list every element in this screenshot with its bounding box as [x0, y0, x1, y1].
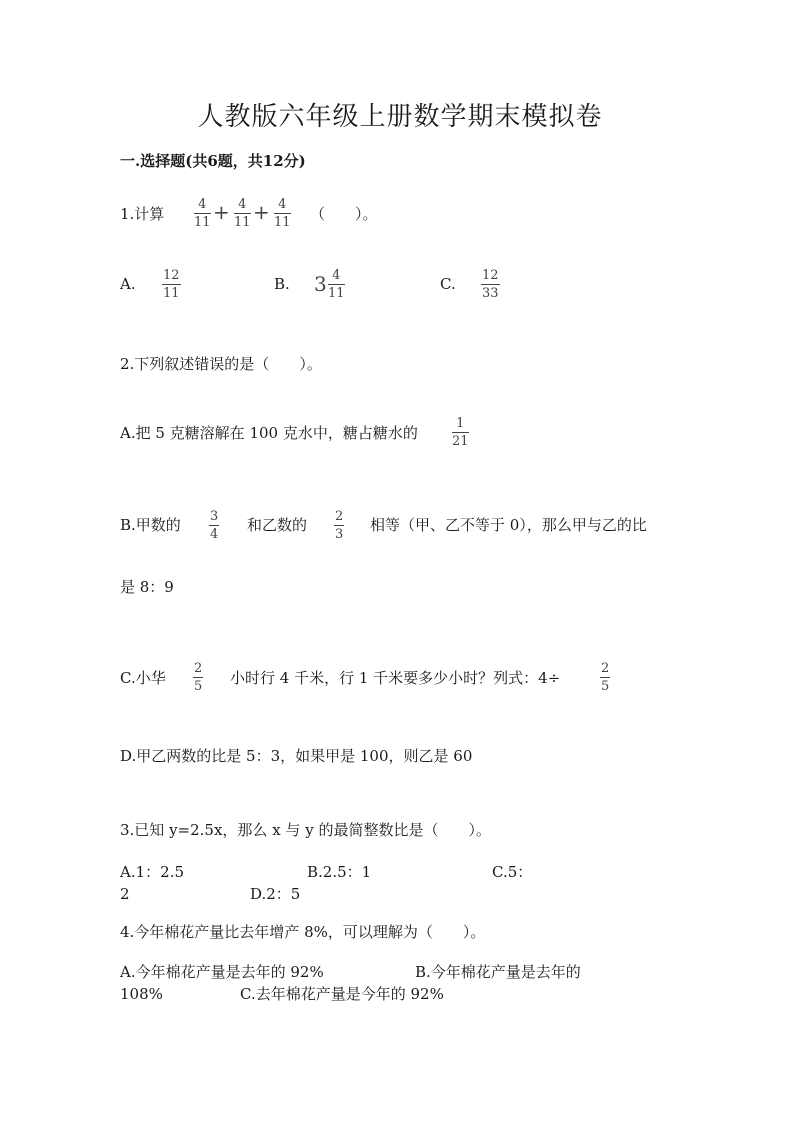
q2-option-b-fraction-1-numerator: 3: [210, 509, 219, 524]
q1-fraction-2: [234, 197, 251, 230]
q2-option-a-denominator: 21: [452, 434, 469, 449]
q1-option-c-denominator: 33: [482, 286, 499, 301]
plus-sign: +: [253, 200, 270, 224]
q2-option-b-fraction-1: [209, 509, 219, 542]
q2-option-d-text: D.甲乙两数的比是 5：3，如果甲是 100，则乙是 60: [120, 747, 473, 765]
q1-option-c-fraction: [481, 268, 500, 301]
q1-prefix: 1.计算: [120, 205, 165, 223]
q1-option-b-fraction: [328, 268, 345, 301]
q1-option-a-fraction: [162, 268, 181, 301]
q2-option-b-fraction-2-numerator: 2: [335, 509, 344, 524]
q2-option-c-text-2: 小时行 4 千米，行 1 千米要多少小时？列式：4÷: [230, 669, 561, 687]
q2-option-c-fraction-1-denominator: 5: [194, 679, 203, 694]
q4-option-a: A.今年棉花产量是去年的 92%: [120, 963, 324, 981]
section-heading: 一.选择题(共6题，共12分): [120, 152, 306, 170]
q2-option-c-fraction-2-numerator: 2: [601, 661, 610, 676]
q2-option-b-text-1: B.甲数的: [120, 516, 181, 534]
q4-option-b-part-2: 108%: [120, 985, 163, 1003]
q1-option-a-denominator: 11: [163, 286, 180, 301]
q4-stem: 4.今年棉花产量比去年增产 8%，可以理解为（ ）。: [120, 923, 486, 941]
q2-option-c-fraction-1-numerator: 2: [194, 661, 203, 676]
q1-fraction-3-numerator: 4: [278, 197, 287, 212]
q1-fraction-1: [194, 197, 211, 230]
q2-option-b-fraction-1-denominator: 4: [210, 527, 219, 542]
q2-option-c-fraction-2-denominator: 5: [601, 679, 610, 694]
q1-option-b-label: B.: [274, 275, 290, 293]
q1-fraction-1-denominator: 11: [194, 215, 211, 230]
q3-option-a: A.1：2.5: [120, 863, 184, 881]
q1-option-b-whole: 3: [314, 272, 327, 296]
plus-sign: +: [213, 200, 230, 224]
q1-option-c-numerator: 12: [482, 268, 499, 283]
q1-option-a-label: A.: [120, 275, 136, 293]
q1-fraction-3-denominator: 11: [274, 215, 291, 230]
q2-option-a-text: A.把 5 克糖溶解在 100 克水中，糖占糖水的: [120, 424, 418, 442]
q2-option-a-numerator: 1: [456, 416, 465, 431]
q3-option-c-part-1: C.5：: [492, 863, 533, 881]
q4-option-b-part-1: B.今年棉花产量是去年的: [415, 963, 581, 981]
q1-answer-blank: （ ）。: [310, 205, 378, 223]
q1-fraction-3: [274, 197, 291, 230]
q1-option-b-numerator: 4: [332, 268, 341, 283]
q1-option-c-label: C.: [440, 275, 456, 293]
q2-option-b-fraction-2: [334, 509, 344, 542]
q3-option-c-part-2: 2: [120, 885, 130, 903]
q3-stem: 3.已知 y=2.5x，那么 x 与 y 的最简整数比是（ ）。: [120, 821, 491, 839]
q2-option-c-fraction-2: [600, 661, 610, 694]
q3-option-b: B.2.5：1: [307, 863, 372, 881]
q2-option-b-text-2: 和乙数的: [247, 516, 308, 534]
q2-option-b-text-3: 相等（甲、乙不等于 0），那么甲与乙的比: [370, 516, 647, 534]
q1-fraction-2-numerator: 4: [238, 197, 247, 212]
q2-option-a-fraction: [452, 416, 469, 449]
q1-option-b-denominator: 11: [328, 286, 345, 301]
q2-option-b-fraction-2-denominator: 3: [335, 527, 344, 542]
q1-fraction-1-numerator: 4: [198, 197, 207, 212]
q4-option-c: C.去年棉花产量是今年的 92%: [240, 985, 444, 1003]
q3-option-d: D.2：5: [250, 885, 301, 903]
page-title: 人教版六年级上册数学期末模拟卷: [197, 102, 603, 132]
q1-fraction-2-denominator: 11: [234, 215, 251, 230]
q2-option-c-text-1: C.小华: [120, 669, 166, 687]
q2-stem: 2.下列叙述错误的是（ ）。: [120, 355, 322, 373]
q2-option-c-fraction-1: [193, 661, 203, 694]
q2-option-b-text-4: 是 8：9: [120, 578, 174, 596]
q1-option-a-numerator: 12: [163, 268, 180, 283]
